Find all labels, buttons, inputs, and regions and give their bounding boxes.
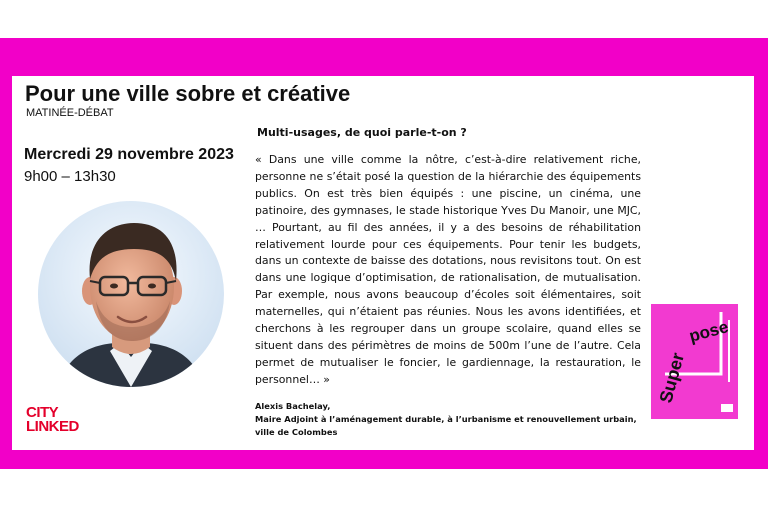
book-cover-art	[651, 304, 738, 419]
author-block	[255, 400, 675, 439]
quote-body: « Dans une ville comme la nôtre, c’est-à-dire relativement riche, personne ne s’était posé la question de la hiérarchie des équipements publics. On est très bien équipés : une piscine, un cinéma, une patinoire, des gymnases, le stade historique Yves Du Manoir, une MJC, … Pourtant, au fil des années, il y a des besoins de réhabilitation relativement lourde pour ces équipements. Pour tenir les budgets, dans un contexte de baisse des dotations, nous revisitons tout. On est dans une logique d’optimisation, de rationalisation, de mutualisation. Par exemple, nous avons beaucoup d’écoles soit élémentaires, soit maternelles, qui n’étaient pas réunies. Nous les avons identifiées, et cherchons à les regrouper dans un groupe scolaire, quand elles se situent dans des périmètres de moins de 500m l’une de l’autre. Cela permet de mutualiser le foncier, le gardiennage, la restauration, le personnel… »	[255, 153, 641, 386]
event-date: Mercredi 29 novembre 2023	[24, 146, 234, 163]
author-city: ville de Colombes	[255, 427, 338, 437]
logo-line-linked: LINKED	[26, 418, 79, 435]
city-linked-logo	[26, 406, 79, 434]
speaker-portrait	[38, 201, 224, 387]
book-cover-superpose	[651, 304, 738, 419]
logo-line-city: CITY	[26, 404, 59, 421]
book-title-part2: pose	[687, 317, 731, 346]
portrait-illustration	[38, 201, 224, 387]
quote-heading: Multi-usages, de quoi parle-t-on ?	[257, 126, 467, 139]
book-title-part1: Super	[655, 350, 689, 406]
event-subtitle: MATINÉE-DÉBAT	[26, 107, 114, 119]
event-time: 9h00 – 13h30	[24, 168, 116, 185]
author-name: Alexis Bachelay,	[255, 401, 331, 411]
event-title: Pour une ville sobre et créative	[25, 81, 351, 106]
event-card	[12, 76, 754, 450]
author-role: Maire Adjoint à l’aménagement durable, à l’urbanisme et renouvellement urbain,	[255, 414, 637, 424]
